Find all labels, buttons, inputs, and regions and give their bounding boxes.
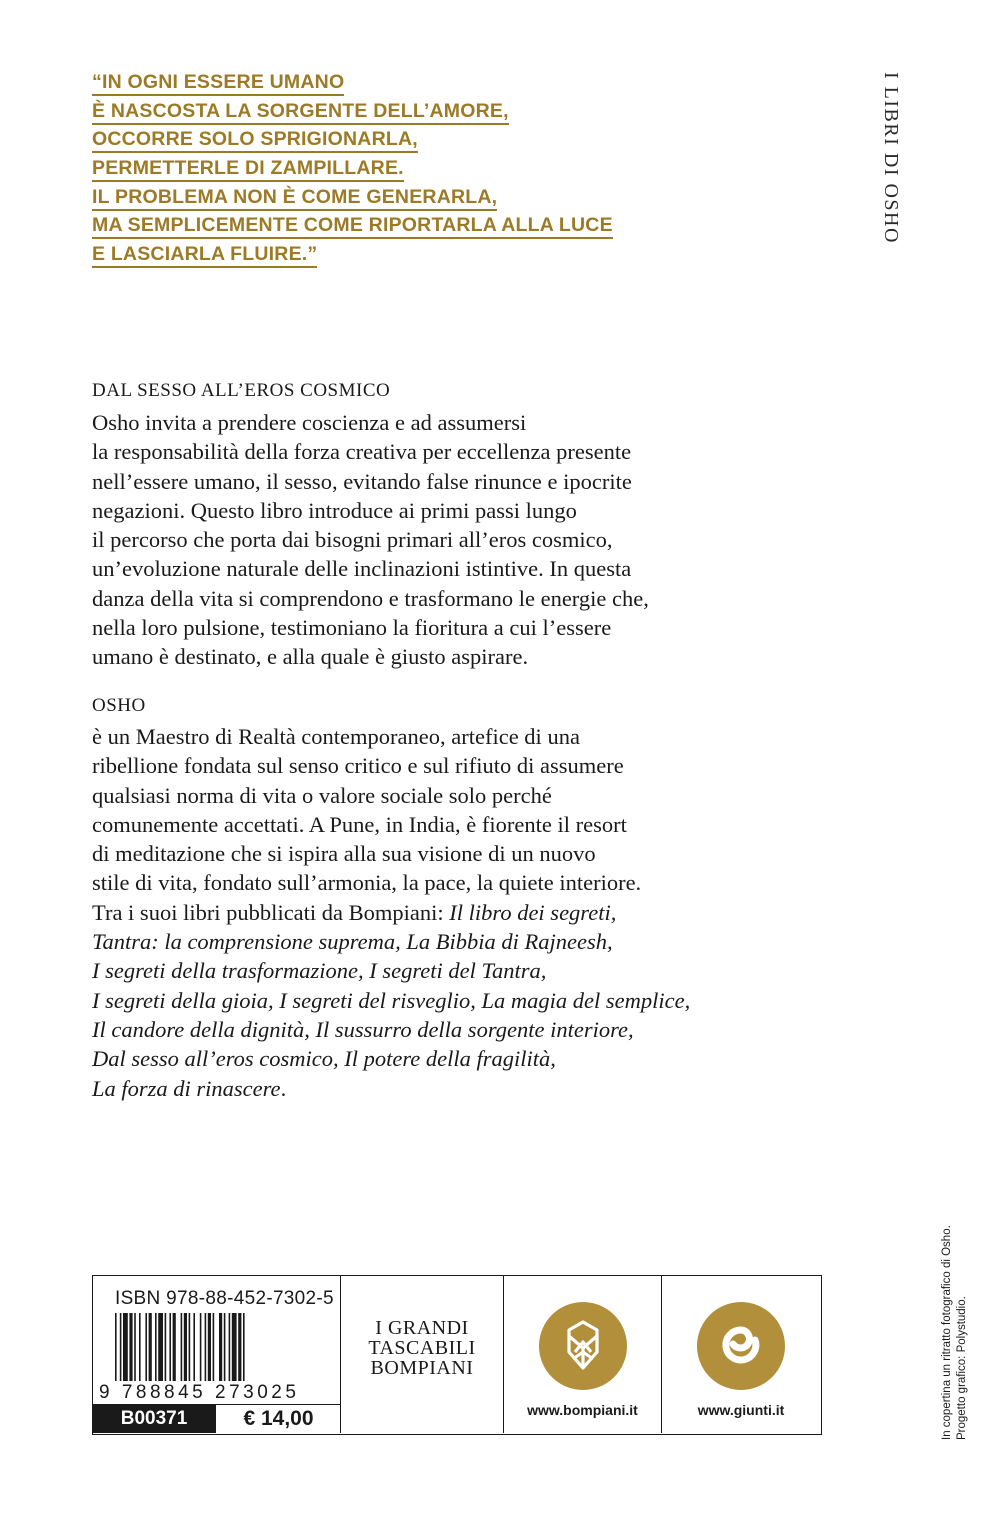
- barcode-digits: 9 788845 273025: [99, 1382, 300, 1403]
- bio-line: [92, 927, 792, 956]
- barcode-icon: [111, 1313, 329, 1381]
- cover-credit: [940, 1225, 978, 1440]
- book-list-item: Tantra: la comprensione suprema, La Bibbia di Rajneesh,: [92, 929, 613, 955]
- books-intro: Tra i suoi libri pubblicati da Bompiani:: [92, 899, 450, 925]
- bio-line: [92, 1074, 792, 1103]
- bio-line: comunemente accettati. A Pune, in India, è fiorente il resort: [92, 811, 627, 837]
- quote-line: MA SEMPLICEMENTE COME RIPORTARLA ALLA LUCE: [92, 211, 692, 240]
- isbn-number: ISBN 978-88-452-7302-5: [115, 1288, 334, 1309]
- credit-line: In copertina un ritratto fotografico di Osho.: [941, 1225, 953, 1440]
- price: € 14,00: [215, 1404, 341, 1433]
- credit-line: Progetto grafico: Polystudio.: [956, 1296, 968, 1440]
- punctuation: .: [280, 1075, 287, 1101]
- bio-line: [92, 1015, 792, 1044]
- description-line: nell’essere umano, il sesso, evitando false rinunce e ipocrite: [92, 468, 632, 494]
- description-line: negazioni. Questo libro introduce ai primi passi lungo: [92, 497, 577, 523]
- bio-line: [92, 1044, 792, 1073]
- series-line: I GRANDI: [375, 1317, 469, 1339]
- bio-line: è un Maestro di Realtà contemporaneo, artefice di una: [92, 724, 580, 749]
- book-title: DAL SESSO ALL’EROS COSMICO: [92, 380, 391, 401]
- description-line: umano è destinato, e alla quale è giusto aspirare.: [92, 644, 529, 670]
- product-code: B00371: [93, 1404, 215, 1433]
- description-line: un’evoluzione naturale delle inclinazioni istintive. In questa: [92, 556, 632, 582]
- book-description: [92, 408, 792, 672]
- bompiani-site-link[interactable]: www.bompiani.it: [527, 1402, 638, 1418]
- series-cell: [341, 1276, 504, 1433]
- quote-line: OCCORRE SOLO SPRIGIONARLA,: [92, 125, 692, 154]
- description-line: la responsabilità della forza creativa per eccellenza presente: [92, 439, 632, 465]
- bio-line: [92, 986, 792, 1015]
- book-list-item: I segreti della trasformazione, I segreti del Tantra,: [92, 958, 547, 984]
- giunti-logo-icon: [697, 1302, 785, 1390]
- bio-line: di meditazione che si ispira alla sua visione di un nuovo: [92, 841, 596, 867]
- giunti-site-link[interactable]: www.giunti.it: [697, 1402, 785, 1418]
- author-name: OSHO: [92, 695, 146, 716]
- book-list-item: La forza di rinascere: [92, 1075, 281, 1101]
- bio-line: ribellione fondata sul senso critico e sul rifiuto di assumere: [92, 753, 624, 779]
- bio-line: qualsiasi norma di vita o valore sociale solo perché: [92, 782, 552, 808]
- quote-line: “IN OGNI ESSERE UMANO: [92, 68, 692, 97]
- bompiani-cell: [504, 1276, 662, 1433]
- series-name: [341, 1318, 503, 1378]
- bio-line: [92, 956, 792, 985]
- book-list-item: Il candore della dignità, Il sussurro della sorgente interiore,: [92, 1016, 634, 1042]
- book-list-item: I segreti della gioia, I segreti del risveglio, La magia del semplice,: [92, 987, 691, 1013]
- bompiani-logo-icon: [539, 1302, 627, 1390]
- bio-line: [92, 898, 792, 927]
- book-list-item: Dal sesso all’eros cosmico, Il potere della fragilità,: [92, 1046, 556, 1072]
- quote-line: E LASCIARLA FLUIRE.”: [92, 240, 692, 269]
- series-vertical-label: I LIBRI DI OSHO: [880, 72, 902, 244]
- author-bio: [92, 722, 792, 1103]
- quote-line: È NASCOSTA LA SORGENTE DELL’AMORE,: [92, 97, 692, 126]
- series-line: BOMPIANI: [370, 1357, 474, 1379]
- barcode-cell: [93, 1276, 341, 1433]
- quote-line: PERMETTERLE DI ZAMPILLARE.: [92, 154, 692, 183]
- giunti-cell: [662, 1276, 820, 1433]
- book-list-item: Il libro dei segreti,: [449, 899, 617, 925]
- description-line: danza della vita si comprendono e trasformano le energie che,: [92, 585, 649, 611]
- description-line: nella loro pulsione, testimoniano la fioritura a cui l’essere: [92, 615, 612, 641]
- description-line: Osho invita a prendere coscienza e ad assumersi: [92, 410, 527, 435]
- quote-line: IL PROBLEMA NON È COME GENERARLA,: [92, 183, 692, 212]
- bio-line: stile di vita, fondato sull’armonia, la pace, la quiete interiore.: [92, 870, 642, 896]
- back-cover-footer: [92, 1275, 822, 1435]
- cover-quote: [92, 68, 692, 269]
- description-line: il percorso che porta dai bisogni primari all’eros cosmico,: [92, 527, 613, 553]
- series-line: TASCABILI: [368, 1337, 476, 1359]
